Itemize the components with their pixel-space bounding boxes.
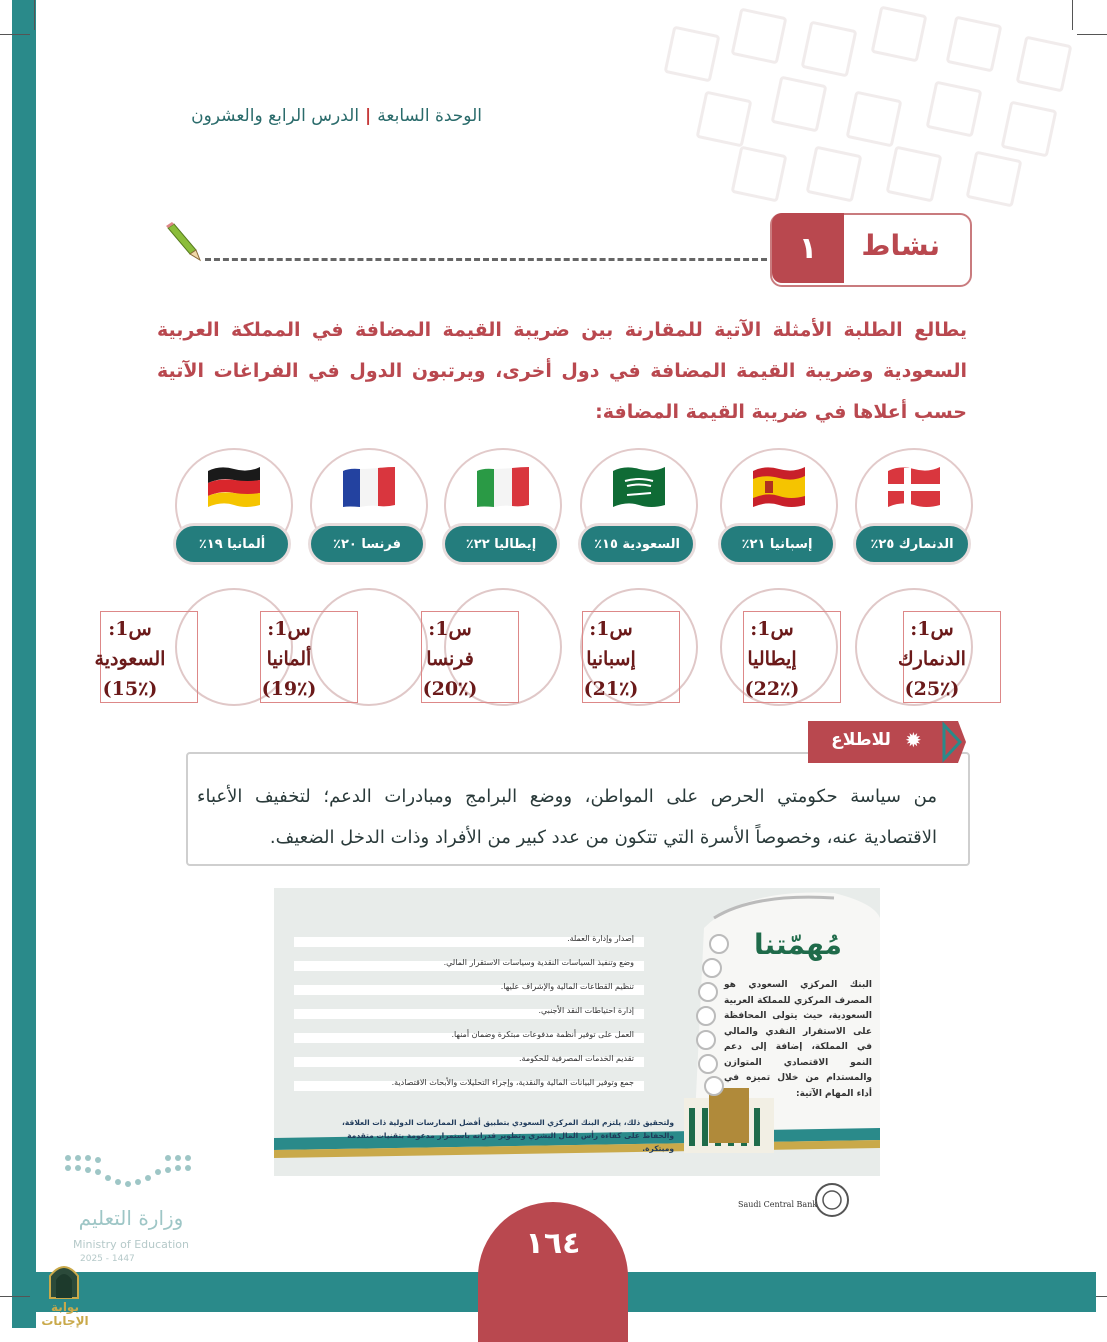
info-text: من سياسة حكومتي الحرص على المواطن، ووضع البرامج ومبادرات الدعم؛ لتخفيف الأعباء الاقتصادية عنه، وخصوصاً الأسرة التي تتكون من عدد كبير من الأفراد وذات الدخل الضعيف. <box>197 786 937 848</box>
bank-title: مُهمّتنا <box>754 928 842 961</box>
country-label: فرنسا ٢٠٪ <box>308 523 426 565</box>
lesson-title: الدرس الرابع والعشرون <box>191 106 360 126</box>
bank-task: إصدار وإدارة العملة. <box>567 934 634 943</box>
bank-description: البنك المركزي السعودي هو المصرف المركزي للمملكة العربية السعودية، حيث يتولى المحافظة على الاستقرار النقدي والمالي في المملكة، إضافة إلى دعم النمو الاقتصادي المتوازن والمستدام من خلال تميزه في أداء المهام الآتية: <box>724 980 872 1099</box>
answer-germany: س1: ألمانيا (19٪) <box>261 618 317 700</box>
answer-denmark: س1: الدنمارك (25٪) <box>898 618 966 700</box>
country-card-germany <box>175 448 293 574</box>
left-side-bar <box>12 0 36 1328</box>
ministry-logo-icon <box>62 1150 200 1196</box>
answer-saudi: س1: السعودية (15٪) <box>94 618 166 700</box>
saudi-central-bank-logo-icon <box>812 1182 852 1218</box>
bank-task: العمل على توفير أنظمة مدفوعات مبتكرة وضمان أمنها. <box>451 1030 634 1039</box>
header-separator: | <box>365 106 372 126</box>
answer-spain: س1: إسبانيا (21٪) <box>583 618 639 700</box>
country-label: السعودية ١٥٪ <box>578 523 696 565</box>
bank-task: تقديم الخدمات المصرفية للحكومة. <box>518 1054 634 1063</box>
france-flag-icon <box>341 465 397 509</box>
italy-flag-icon <box>475 465 531 509</box>
country-label: ألمانيا ١٩٪ <box>173 523 291 565</box>
bank-task: وضع وتنفيذ السياسات النقدية وسياسات الاستقرار المالي. <box>443 958 634 967</box>
crop-mark <box>0 1296 30 1297</box>
country-card-denmark <box>855 448 973 574</box>
bank-logo-text: Saudi Central Bank <box>738 1200 818 1209</box>
germany-flag-icon <box>206 465 262 509</box>
spain-flag-icon <box>751 465 807 509</box>
pencil-icon <box>164 222 204 262</box>
answers-portal-logo-icon <box>44 1258 84 1302</box>
activity-label: نشاط <box>861 229 940 262</box>
country-label: إسبانيا ٢١٪ <box>718 523 836 565</box>
bank-footer-text: ولتحقيق ذلك، يلتزم البنك المركزي السعودي بتطبيق أفضل الممارسات الدولية ذات العلاقة، والحفاظ على كفاءة رأس المال البشري وتطوير قدراته باستمرار مدعومة بتقنيات متقدمة ومبتكرة. <box>342 1118 674 1153</box>
country-label: الدنمارك ٢٥٪ <box>853 523 971 565</box>
denmark-flag-icon <box>886 465 942 509</box>
crop-mark <box>1077 34 1107 35</box>
country-card-france <box>310 448 428 574</box>
answer-italy: س1: إيطاليا (22٪) <box>744 618 800 700</box>
dashed-divider <box>205 258 767 261</box>
page-number: ١٦٤ <box>525 1226 581 1261</box>
crop-mark <box>1072 0 1073 30</box>
country-card-italy <box>444 448 562 574</box>
ministry-name-ar: وزارة التعليم <box>78 1206 184 1230</box>
bank-infographic <box>274 888 880 1176</box>
crop-mark <box>34 0 35 30</box>
bank-task: تنظيم القطاعات المالية والإشراف عليها. <box>500 982 634 991</box>
bank-task: إدارة احتياطات النقد الأجنبي. <box>538 1006 634 1015</box>
saudi-flag-icon <box>611 465 667 509</box>
info-tab-label: للاطلاع <box>831 730 891 750</box>
unit-title: الوحدة السابعة <box>377 106 482 126</box>
activity-number: ١ <box>772 213 844 283</box>
ministry-name-en: Ministry of Education <box>72 1238 189 1251</box>
crop-mark <box>0 34 30 35</box>
lesson-header <box>191 106 482 126</box>
country-card-spain <box>720 448 838 574</box>
lightbulb-icon: ✹ <box>905 728 922 752</box>
answer-france: س1: فرنسا (20٪) <box>422 618 478 700</box>
country-card-saudi <box>580 448 698 574</box>
bank-task-list <box>294 934 634 1102</box>
ministry-year: 2025 - 1447 <box>80 1254 135 1264</box>
bank-task: جمع وتوفير البيانات المالية والنقدية، وإجراء التحليلات والأبحاث الاقتصادية. <box>391 1078 634 1087</box>
activity-instructions: يطالع الطلبة الأمثلة الآتية للمقارنة بين ضريبة القيمة المضافة في المملكة العربية السعودية وضريبة القيمة المضافة في دول أخرى، ويرتبون الدول في الفراغات الآتية حسب أعلاها في ضريبة القيمة المضافة: <box>157 319 967 423</box>
watermark-text: بوابة الإجابات <box>41 1300 89 1328</box>
activity-badge <box>770 213 972 287</box>
country-label: إيطاليا ٢٢٪ <box>442 523 560 565</box>
page-number-badge <box>478 1202 628 1342</box>
